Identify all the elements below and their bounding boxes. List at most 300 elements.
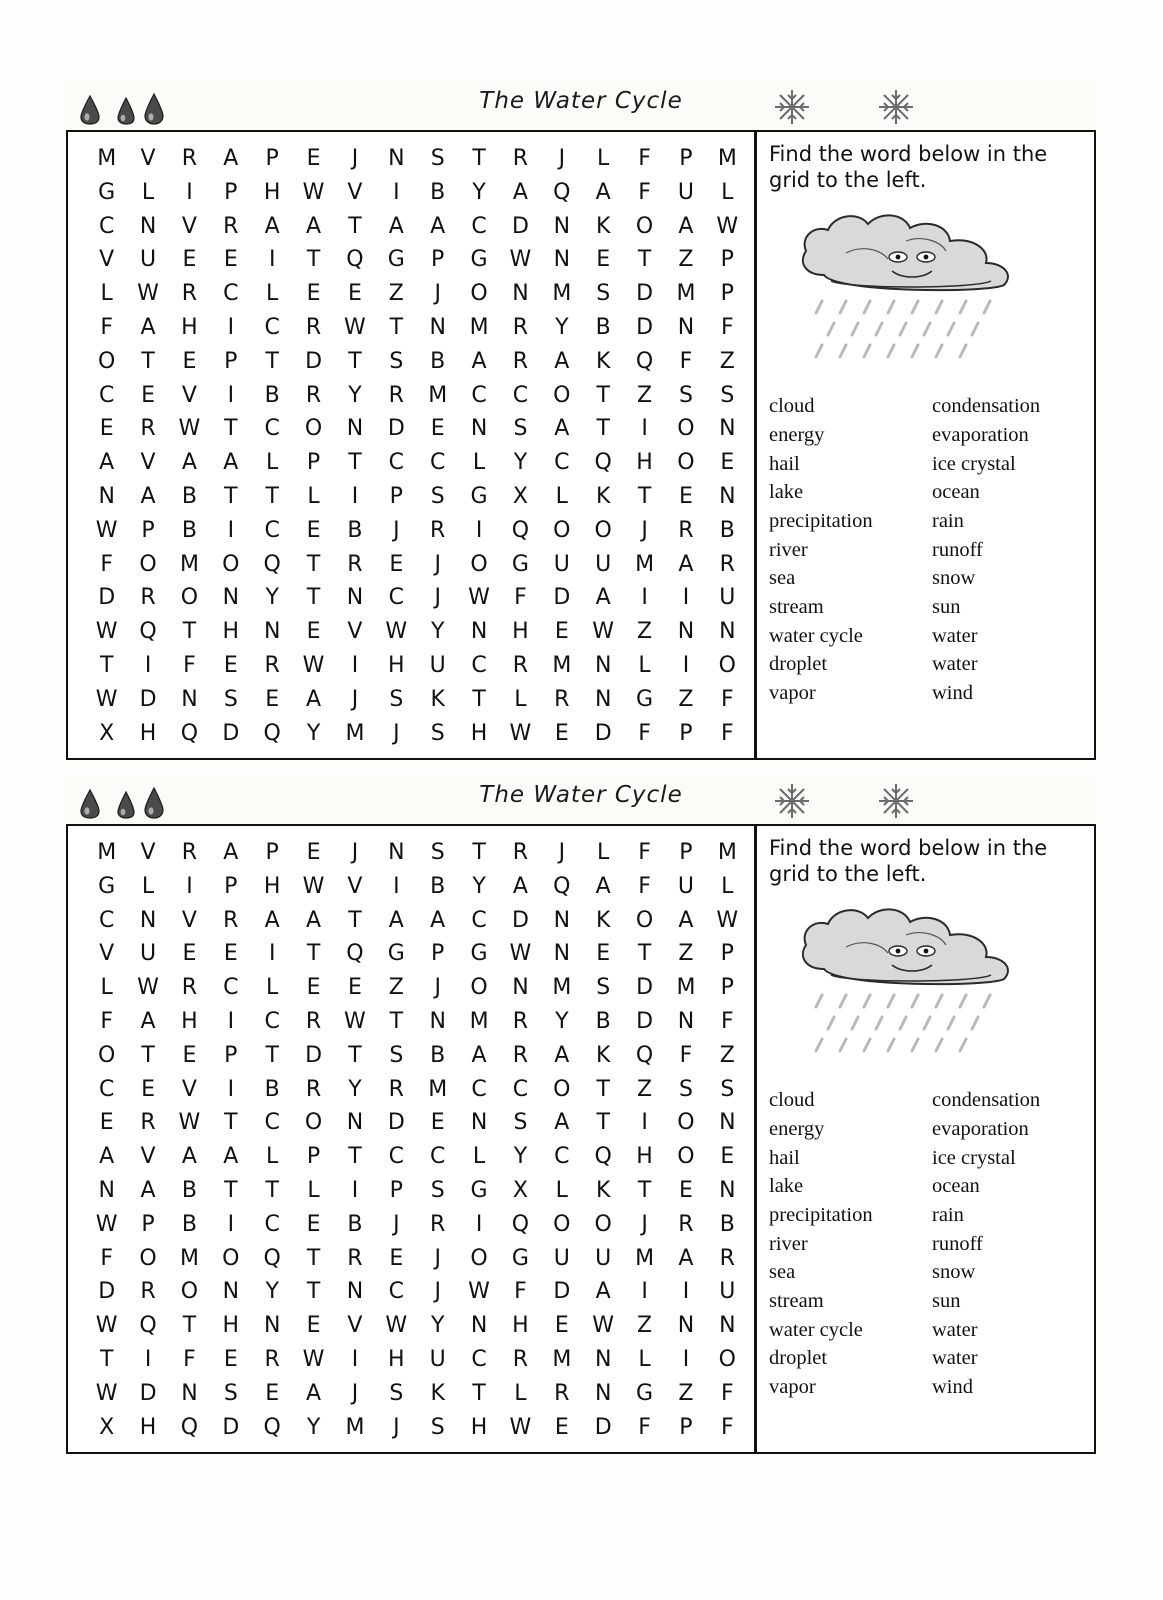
letter-cell[interactable]: C bbox=[512, 382, 529, 408]
letter-cell[interactable]: O bbox=[677, 416, 695, 442]
letter-cell[interactable]: W bbox=[137, 281, 159, 307]
letter-cell[interactable]: M bbox=[552, 975, 572, 1001]
letter-cell[interactable]: Q bbox=[180, 720, 199, 746]
letter-cell[interactable]: M bbox=[469, 314, 489, 340]
letter-cell[interactable]: Q bbox=[263, 1414, 281, 1440]
letter-cell[interactable]: A bbox=[554, 348, 570, 374]
letter-cell[interactable]: W bbox=[468, 585, 490, 611]
letter-cell[interactable]: S bbox=[430, 146, 445, 171]
letter-cell[interactable]: Q bbox=[139, 1313, 157, 1339]
letter-cell[interactable]: K bbox=[595, 907, 611, 933]
letter-cell[interactable]: O bbox=[677, 1110, 695, 1136]
letter-cell[interactable]: C bbox=[471, 1076, 487, 1102]
letter-cell[interactable]: O bbox=[470, 975, 488, 1001]
letter-cell[interactable]: F bbox=[514, 585, 527, 611]
letter-cell[interactable]: L bbox=[721, 179, 734, 205]
letter-cell[interactable]: A bbox=[678, 907, 694, 933]
letter-cell[interactable]: V bbox=[140, 840, 156, 865]
letter-cell[interactable]: I bbox=[144, 1346, 152, 1372]
letter-cell[interactable]: E bbox=[306, 840, 321, 865]
letter-cell[interactable]: W bbox=[95, 1380, 118, 1406]
letter-cell[interactable]: T bbox=[472, 686, 486, 712]
letter-cell[interactable]: O bbox=[677, 450, 695, 476]
letter-cell[interactable]: E bbox=[596, 941, 611, 967]
letter-cell[interactable]: P bbox=[679, 1414, 693, 1440]
letter-cell[interactable]: R bbox=[181, 975, 198, 1001]
letter-cell[interactable]: C bbox=[388, 585, 404, 611]
letter-cell[interactable]: A bbox=[554, 1042, 570, 1068]
letter-cell[interactable]: X bbox=[512, 1177, 528, 1203]
letter-cell[interactable]: Q bbox=[346, 247, 364, 273]
letter-cell[interactable]: L bbox=[514, 686, 527, 712]
letter-cell[interactable]: E bbox=[347, 281, 362, 307]
letter-cell[interactable]: M bbox=[676, 281, 696, 307]
letter-cell[interactable]: A bbox=[223, 840, 239, 865]
letter-cell[interactable]: N bbox=[470, 619, 488, 645]
letter-cell[interactable]: F bbox=[638, 146, 651, 171]
letter-cell[interactable]: N bbox=[677, 314, 695, 340]
letter-cell[interactable]: Q bbox=[346, 941, 364, 967]
letter-cell[interactable]: I bbox=[351, 652, 359, 678]
letter-cell[interactable]: G bbox=[511, 551, 529, 577]
letter-cell[interactable]: O bbox=[470, 281, 488, 307]
letter-cell[interactable]: H bbox=[139, 1414, 157, 1440]
letter-cell[interactable]: L bbox=[141, 179, 155, 205]
letter-cell[interactable]: W bbox=[302, 179, 325, 205]
letter-cell[interactable]: T bbox=[348, 348, 362, 374]
letter-cell[interactable]: I bbox=[475, 1211, 483, 1237]
letter-cell[interactable]: P bbox=[679, 146, 693, 171]
letter-cell[interactable]: T bbox=[99, 652, 114, 678]
letter-cell[interactable]: M bbox=[97, 146, 117, 171]
letter-cell[interactable]: D bbox=[139, 686, 157, 712]
letter-cell[interactable]: D bbox=[387, 1110, 405, 1136]
letter-cell[interactable]: S bbox=[596, 281, 611, 307]
letter-cell[interactable]: R bbox=[140, 1279, 156, 1305]
letter-cell[interactable]: H bbox=[388, 652, 405, 678]
letter-cell[interactable]: G bbox=[98, 179, 116, 205]
letter-cell[interactable]: N bbox=[594, 1380, 612, 1406]
letter-cell[interactable]: N bbox=[594, 652, 612, 678]
letter-cell[interactable]: O bbox=[635, 907, 654, 933]
letter-cell[interactable]: T bbox=[141, 1042, 155, 1068]
letter-cell[interactable]: E bbox=[554, 1414, 569, 1440]
letter-cell[interactable]: N bbox=[98, 1177, 115, 1203]
letter-cell[interactable]: H bbox=[222, 1313, 240, 1339]
letter-cell[interactable]: V bbox=[99, 247, 115, 273]
letter-cell[interactable]: R bbox=[388, 382, 404, 408]
letter-cell[interactable]: D bbox=[98, 1279, 116, 1305]
letter-cell[interactable]: G bbox=[470, 483, 488, 509]
letter-cell[interactable]: T bbox=[306, 551, 321, 577]
letter-cell[interactable]: F bbox=[100, 1008, 114, 1034]
letter-cell[interactable]: I bbox=[393, 179, 400, 205]
letter-cell[interactable]: R bbox=[512, 348, 529, 374]
letter-cell[interactable]: C bbox=[554, 450, 570, 476]
letter-cell[interactable]: Y bbox=[348, 382, 362, 408]
letter-cell[interactable]: C bbox=[388, 1279, 404, 1305]
letter-cell[interactable]: H bbox=[181, 314, 198, 340]
letter-cell[interactable]: R bbox=[678, 1211, 694, 1237]
letter-cell[interactable]: H bbox=[512, 1313, 529, 1339]
letter-cell[interactable]: I bbox=[268, 247, 276, 273]
letter-cell[interactable]: A bbox=[471, 348, 487, 374]
letter-cell[interactable]: T bbox=[348, 450, 362, 476]
letter-cell[interactable]: R bbox=[388, 1076, 404, 1102]
letter-cell[interactable]: N bbox=[222, 1279, 240, 1305]
letter-cell[interactable]: R bbox=[181, 281, 198, 307]
letter-cell[interactable]: M bbox=[179, 551, 199, 577]
letter-cell[interactable]: W bbox=[178, 416, 201, 442]
letter-cell[interactable]: Z bbox=[678, 686, 694, 712]
letter-cell[interactable]: K bbox=[595, 348, 611, 374]
letter-cell[interactable]: C bbox=[512, 1076, 529, 1102]
letter-cell[interactable]: Z bbox=[388, 281, 404, 307]
letter-cell[interactable]: D bbox=[553, 1279, 571, 1305]
letter-cell[interactable]: E bbox=[223, 652, 238, 678]
letter-cell[interactable]: I bbox=[144, 652, 152, 678]
letter-cell[interactable]: D bbox=[636, 1008, 654, 1034]
letter-cell[interactable]: N bbox=[388, 840, 405, 865]
letter-cell[interactable]: E bbox=[720, 1144, 735, 1170]
letter-cell[interactable]: S bbox=[720, 382, 735, 408]
letter-cell[interactable]: P bbox=[720, 281, 734, 307]
letter-cell[interactable]: N bbox=[512, 281, 529, 307]
letter-cell[interactable]: F bbox=[720, 1380, 734, 1406]
letter-cell[interactable]: F bbox=[679, 348, 693, 374]
letter-cell[interactable]: A bbox=[471, 1042, 487, 1068]
letter-cell[interactable]: L bbox=[307, 1177, 320, 1203]
letter-cell[interactable]: T bbox=[306, 585, 321, 611]
letter-cell[interactable]: O bbox=[98, 1042, 116, 1068]
letter-cell[interactable]: F bbox=[100, 1245, 114, 1271]
letter-cell[interactable]: V bbox=[140, 1144, 156, 1170]
letter-cell[interactable]: I bbox=[393, 873, 400, 899]
letter-cell[interactable]: W bbox=[385, 1313, 408, 1339]
letter-cell[interactable]: O bbox=[553, 517, 571, 543]
letter-cell[interactable]: Y bbox=[430, 1313, 445, 1339]
letter-cell[interactable]: S bbox=[678, 1076, 693, 1102]
letter-cell[interactable]: A bbox=[140, 314, 156, 340]
letter-cell[interactable]: T bbox=[224, 416, 238, 442]
letter-cell[interactable]: J bbox=[641, 517, 648, 543]
letter-cell[interactable]: A bbox=[595, 179, 611, 205]
letter-cell[interactable]: E bbox=[306, 975, 321, 1001]
letter-cell[interactable]: K bbox=[595, 483, 611, 509]
letter-cell[interactable]: K bbox=[595, 1177, 611, 1203]
letter-cell[interactable]: N bbox=[719, 1177, 736, 1203]
letter-cell[interactable]: I bbox=[227, 314, 235, 340]
letter-cell[interactable]: U bbox=[595, 1245, 612, 1271]
letter-cell[interactable]: I bbox=[227, 1211, 235, 1237]
letter-cell[interactable]: N bbox=[263, 1313, 281, 1339]
letter-cell[interactable]: Q bbox=[263, 720, 281, 746]
letter-cell[interactable]: N bbox=[719, 1313, 736, 1339]
letter-cell[interactable]: S bbox=[430, 483, 445, 509]
letter-cell[interactable]: F bbox=[514, 1279, 527, 1305]
letter-cell[interactable]: G bbox=[636, 686, 654, 712]
letter-cell[interactable]: B bbox=[430, 348, 446, 374]
letter-cell[interactable]: D bbox=[636, 975, 654, 1001]
letter-grid-1[interactable] bbox=[66, 130, 756, 760]
letter-cell[interactable]: T bbox=[596, 416, 610, 442]
letter-cell[interactable]: K bbox=[595, 1042, 611, 1068]
letter-cell[interactable]: F bbox=[100, 551, 114, 577]
letter-cell[interactable]: J bbox=[434, 281, 441, 307]
letter-cell[interactable]: V bbox=[347, 619, 363, 645]
letter-cell[interactable]: J bbox=[393, 1414, 400, 1440]
letter-cell[interactable]: R bbox=[512, 146, 529, 171]
letter-cell[interactable]: E bbox=[306, 146, 321, 171]
letter-cell[interactable]: U bbox=[719, 585, 736, 611]
letter-cell[interactable]: W bbox=[302, 873, 325, 899]
letter-cell[interactable]: P bbox=[389, 1177, 403, 1203]
letter-cell[interactable]: E bbox=[306, 1211, 321, 1237]
letter-cell[interactable]: I bbox=[475, 517, 483, 543]
letter-cell[interactable]: B bbox=[595, 314, 611, 340]
letter-cell[interactable]: H bbox=[512, 619, 529, 645]
letter-cell[interactable]: D bbox=[553, 585, 571, 611]
letter-cell[interactable]: T bbox=[182, 619, 197, 645]
letter-cell[interactable]: C bbox=[99, 1076, 115, 1102]
letter-cell[interactable]: J bbox=[393, 517, 400, 543]
letter-cell[interactable]: Z bbox=[678, 247, 694, 273]
letter-cell[interactable]: W bbox=[302, 1346, 325, 1372]
letter-cell[interactable]: C bbox=[471, 382, 487, 408]
letter-cell[interactable]: L bbox=[597, 840, 610, 865]
letter-cell[interactable]: Y bbox=[555, 1008, 569, 1034]
letter-cell[interactable]: R bbox=[140, 585, 156, 611]
letter-cell[interactable]: E bbox=[141, 1076, 156, 1102]
letter-cell[interactable]: Y bbox=[472, 179, 486, 205]
letter-cell[interactable]: J bbox=[351, 1380, 359, 1406]
letter-cell[interactable]: F bbox=[183, 652, 196, 678]
letter-cell[interactable]: M bbox=[97, 840, 117, 865]
letter-cell[interactable]: N bbox=[139, 907, 157, 933]
letter-cell[interactable]: I bbox=[351, 1346, 359, 1372]
letter-cell[interactable]: E bbox=[306, 619, 321, 645]
letter-cell[interactable]: E bbox=[182, 1042, 197, 1068]
letter-cell[interactable]: E bbox=[182, 247, 197, 273]
letter-cell[interactable]: N bbox=[346, 585, 364, 611]
letter-cell[interactable]: K bbox=[595, 213, 611, 239]
letter-cell[interactable]: T bbox=[348, 1042, 362, 1068]
letter-cell[interactable]: J bbox=[558, 840, 566, 865]
letter-cell[interactable]: R bbox=[719, 1245, 735, 1271]
letter-cell[interactable]: F bbox=[720, 1414, 734, 1440]
letter-cell[interactable]: L bbox=[141, 873, 155, 899]
letter-cell[interactable]: O bbox=[553, 1211, 571, 1237]
letter-cell[interactable]: O bbox=[180, 585, 199, 611]
letter-cell[interactable]: A bbox=[140, 483, 156, 509]
letter-cell[interactable]: C bbox=[471, 1346, 487, 1372]
letter-cell[interactable]: T bbox=[306, 941, 321, 967]
letter-cell[interactable]: H bbox=[636, 1144, 653, 1170]
letter-cell[interactable]: R bbox=[512, 1008, 529, 1034]
letter-cell[interactable]: Q bbox=[553, 873, 571, 899]
letter-cell[interactable]: W bbox=[137, 975, 159, 1001]
letter-cell[interactable]: F bbox=[638, 720, 651, 746]
letter-cell[interactable]: Y bbox=[555, 314, 569, 340]
letter-cell[interactable]: Z bbox=[637, 619, 653, 645]
letter-cell[interactable]: B bbox=[181, 483, 197, 509]
letter-cell[interactable]: R bbox=[305, 1076, 322, 1102]
letter-cell[interactable]: A bbox=[595, 585, 611, 611]
letter-cell[interactable]: I bbox=[351, 1177, 359, 1203]
letter-cell[interactable]: I bbox=[641, 1110, 648, 1136]
letter-cell[interactable]: N bbox=[346, 416, 364, 442]
letter-cell[interactable]: Y bbox=[306, 1414, 321, 1440]
letter-cell[interactable]: R bbox=[554, 1380, 570, 1406]
letter-cell[interactable]: E bbox=[389, 1245, 404, 1271]
letter-cell[interactable]: S bbox=[720, 1076, 735, 1102]
letter-cell[interactable]: A bbox=[140, 1008, 156, 1034]
letter-cell[interactable]: D bbox=[98, 585, 116, 611]
letter-cell[interactable]: R bbox=[223, 213, 239, 239]
letter-cell[interactable]: E bbox=[430, 1110, 445, 1136]
letter-cell[interactable]: T bbox=[348, 907, 362, 933]
letter-cell[interactable]: O bbox=[180, 1279, 199, 1305]
letter-cell[interactable]: P bbox=[224, 873, 238, 899]
letter-cell[interactable]: E bbox=[182, 941, 197, 967]
letter-cell[interactable]: L bbox=[307, 483, 320, 509]
letter-cell[interactable]: H bbox=[470, 720, 488, 746]
letter-cell[interactable]: W bbox=[385, 619, 408, 645]
letter-cell[interactable]: S bbox=[678, 382, 693, 408]
letter-cell[interactable]: E bbox=[141, 382, 156, 408]
letter-cell[interactable]: N bbox=[346, 1279, 364, 1305]
letter-cell[interactable]: C bbox=[264, 1008, 280, 1034]
letter-cell[interactable]: C bbox=[554, 1144, 570, 1170]
letter-cell[interactable]: C bbox=[99, 382, 115, 408]
letter-cell[interactable]: N bbox=[222, 585, 240, 611]
letter-cell[interactable]: A bbox=[512, 873, 528, 899]
letter-cell[interactable]: D bbox=[636, 281, 654, 307]
letter-cell[interactable]: U bbox=[429, 1346, 446, 1372]
letter-cell[interactable]: I bbox=[268, 941, 276, 967]
letter-cell[interactable]: A bbox=[430, 213, 446, 239]
letter-cell[interactable]: Y bbox=[430, 619, 445, 645]
letter-cell[interactable]: R bbox=[223, 907, 239, 933]
letter-cell[interactable]: A bbox=[678, 1245, 694, 1271]
letter-cell[interactable]: A bbox=[264, 213, 280, 239]
letter-cell[interactable]: T bbox=[224, 1110, 238, 1136]
letter-cell[interactable]: W bbox=[716, 907, 739, 933]
letter-cell[interactable]: A bbox=[554, 416, 570, 442]
letter-cell[interactable]: J bbox=[434, 585, 441, 611]
letter-cell[interactable]: C bbox=[264, 314, 280, 340]
letter-cell[interactable]: Z bbox=[637, 382, 653, 408]
letter-cell[interactable]: A bbox=[554, 1110, 570, 1136]
letter-cell[interactable]: R bbox=[678, 517, 694, 543]
letter-cell[interactable]: F bbox=[720, 686, 734, 712]
letter-cell[interactable]: O bbox=[98, 348, 116, 374]
letter-cell[interactable]: M bbox=[717, 146, 737, 171]
letter-cell[interactable]: L bbox=[100, 281, 113, 307]
letter-cell[interactable]: R bbox=[264, 1346, 280, 1372]
letter-cell[interactable]: C bbox=[430, 1144, 446, 1170]
letter-cell[interactable]: A bbox=[306, 213, 322, 239]
letter-cell[interactable]: R bbox=[140, 416, 156, 442]
letter-cell[interactable]: B bbox=[264, 1076, 280, 1102]
letter-cell[interactable]: L bbox=[597, 146, 610, 171]
letter-cell[interactable]: S bbox=[430, 720, 445, 746]
letter-cell[interactable]: N bbox=[470, 1110, 488, 1136]
letter-cell[interactable]: B bbox=[181, 517, 197, 543]
letter-cell[interactable]: N bbox=[677, 1008, 695, 1034]
letter-cell[interactable]: L bbox=[555, 483, 568, 509]
letter-cell[interactable]: G bbox=[387, 247, 405, 273]
letter-cell[interactable]: O bbox=[718, 1346, 736, 1372]
letter-cell[interactable]: U bbox=[140, 941, 157, 967]
letter-cell[interactable]: V bbox=[181, 213, 197, 239]
letter-cell[interactable]: D bbox=[594, 720, 612, 746]
letter-cell[interactable]: T bbox=[348, 213, 362, 239]
letter-cell[interactable]: T bbox=[348, 1144, 362, 1170]
letter-cell[interactable]: I bbox=[227, 1076, 235, 1102]
letter-cell[interactable]: L bbox=[555, 1177, 568, 1203]
letter-cell[interactable]: B bbox=[430, 179, 446, 205]
letter-cell[interactable]: E bbox=[554, 619, 569, 645]
letter-cell[interactable]: N bbox=[719, 483, 736, 509]
letter-cell[interactable]: S bbox=[223, 1380, 238, 1406]
letter-cell[interactable]: M bbox=[552, 652, 572, 678]
letter-cell[interactable]: L bbox=[514, 1380, 527, 1406]
letter-cell[interactable]: O bbox=[677, 1144, 695, 1170]
letter-cell[interactable]: O bbox=[553, 382, 571, 408]
letter-cell[interactable]: F bbox=[638, 1414, 651, 1440]
letter-cell[interactable]: N bbox=[470, 1313, 488, 1339]
letter-cell[interactable]: A bbox=[99, 1144, 115, 1170]
letter-cell[interactable]: N bbox=[181, 1380, 198, 1406]
letter-cell[interactable]: Q bbox=[553, 179, 571, 205]
letter-cell[interactable]: B bbox=[181, 1177, 197, 1203]
letter-cell[interactable]: N bbox=[719, 1110, 736, 1136]
letter-cell[interactable]: T bbox=[224, 1177, 238, 1203]
letter-cell[interactable]: H bbox=[263, 179, 281, 205]
letter-cell[interactable]: R bbox=[554, 686, 570, 712]
letter-cell[interactable]: Y bbox=[513, 1144, 528, 1170]
letter-cell[interactable]: E bbox=[223, 1346, 238, 1372]
letter-cell[interactable]: P bbox=[224, 1042, 238, 1068]
letter-cell[interactable]: I bbox=[186, 873, 193, 899]
letter-cell[interactable]: A bbox=[306, 907, 322, 933]
letter-cell[interactable]: J bbox=[351, 146, 359, 171]
letter-cell[interactable]: T bbox=[141, 348, 155, 374]
letter-cell[interactable]: Y bbox=[348, 1076, 362, 1102]
letter-cell[interactable]: T bbox=[389, 314, 404, 340]
letter-cell[interactable]: E bbox=[306, 281, 321, 307]
letter-cell[interactable]: P bbox=[141, 517, 155, 543]
letter-cell[interactable]: P bbox=[389, 483, 403, 509]
letter-cell[interactable]: I bbox=[682, 1346, 690, 1372]
letter-cell[interactable]: F bbox=[679, 1042, 693, 1068]
letter-cell[interactable]: N bbox=[346, 1110, 364, 1136]
letter-cell[interactable]: R bbox=[512, 1042, 529, 1068]
letter-cell[interactable]: H bbox=[263, 873, 281, 899]
letter-cell[interactable]: A bbox=[512, 179, 528, 205]
letter-cell[interactable]: E bbox=[99, 416, 114, 442]
letter-cell[interactable]: U bbox=[677, 179, 694, 205]
letter-cell[interactable]: T bbox=[224, 483, 238, 509]
letter-cell[interactable]: A bbox=[678, 551, 694, 577]
letter-cell[interactable]: C bbox=[471, 652, 487, 678]
letter-cell[interactable]: W bbox=[509, 720, 532, 746]
letter-cell[interactable]: I bbox=[682, 652, 690, 678]
letter-cell[interactable]: G bbox=[470, 247, 488, 273]
letter-cell[interactable]: M bbox=[552, 281, 572, 307]
letter-cell[interactable]: N bbox=[553, 213, 571, 239]
